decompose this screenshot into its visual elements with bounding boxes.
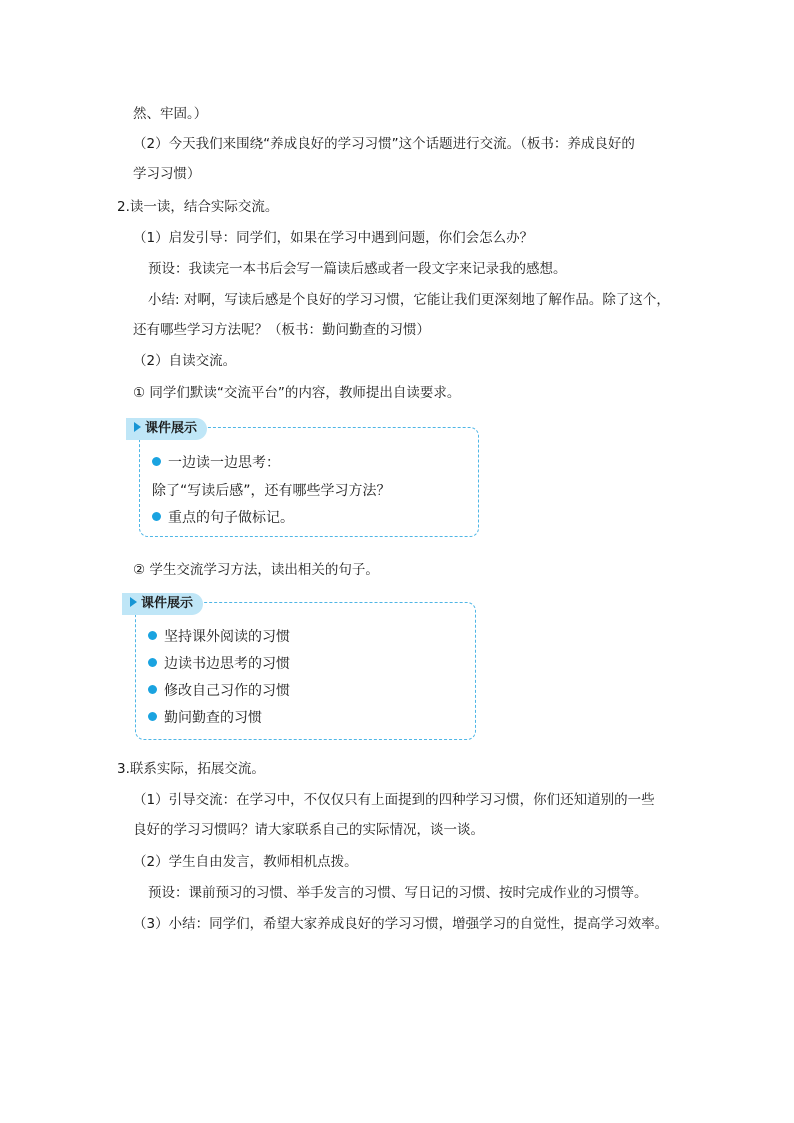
box2-item-text: 坚持课外阅读的习惯 xyxy=(164,629,290,645)
text-line: 预设：我读完一本书后会写一篇读后感或者一段文字来记录我的感想。 xyxy=(148,261,567,277)
bullet-dot-icon xyxy=(152,457,161,466)
text-line: 小结: 对啊，写读后感是个良好的学习习惯，它能让我们更深刻地了解作品。除了这个， xyxy=(148,292,670,308)
box1-item-text: 一边读一边思考： xyxy=(168,455,280,471)
bullet-dot-icon xyxy=(152,512,161,521)
text-line: 预设：课前预习的习惯、举手发言的习惯、写日记的习惯、按时完成作业的习惯等。 xyxy=(148,885,648,901)
box2-item-text: 修改自己习作的习惯 xyxy=(164,683,290,699)
courseware-tag-1 xyxy=(126,418,207,440)
box1-item xyxy=(152,508,294,528)
tag-label: 课件展示 xyxy=(141,596,194,611)
box1-item xyxy=(152,453,280,473)
box1-item xyxy=(152,481,391,501)
text-line: ① 同学们默读“交流平台”的内容，教师提出自读要求。 xyxy=(133,385,461,401)
text-line: （1）引导交流：在学习中，不仅仅只有上面提到的四种学习习惯，你们还知道别的一些 xyxy=(133,792,655,808)
box2-item xyxy=(148,708,262,728)
text-line: ② 学生交流学习方法，读出相关的句子。 xyxy=(133,562,379,578)
section-heading-3: 3.联系实际，拓展交流。 xyxy=(117,761,265,777)
text-line: 还有哪些学习方法呢？（板书：勤问勤查的习惯） xyxy=(133,322,430,338)
box1-item-text: 重点的句子做标记。 xyxy=(168,510,294,526)
text-line: （2）自读交流。 xyxy=(133,353,237,369)
bullet-dot-icon xyxy=(148,712,157,721)
text-line: 良好的学习习惯吗？请大家联系自己的实际情况，谈一谈。 xyxy=(133,822,484,838)
tag-label: 课件展示 xyxy=(145,421,198,436)
section-heading-2: 2.读一读，结合实际交流。 xyxy=(117,199,279,215)
courseware-tag-2 xyxy=(122,593,203,615)
bullet-dot-icon xyxy=(148,658,157,667)
text-line: 学习习惯） xyxy=(133,166,201,182)
box2-item xyxy=(148,627,290,647)
bullet-dot-icon xyxy=(148,685,157,694)
text-line: 然、牢固。） xyxy=(133,106,208,122)
box2-item xyxy=(148,654,290,674)
box2-item-text: 边读书边思考的习惯 xyxy=(164,656,290,672)
text-line: （2）学生自由发言，教师相机点拨。 xyxy=(133,854,358,870)
text-line: （3）小结：同学们，希望大家养成良好的学习习惯，增强学习的自觉性，提高学习效率。 xyxy=(133,916,669,932)
bullet-dot-icon xyxy=(148,631,157,640)
play-triangle-icon xyxy=(130,597,137,607)
box2-item-text: 勤问勤查的习惯 xyxy=(164,710,262,726)
box1-item-text: 除了“写读后感”，还有哪些学习方法？ xyxy=(152,483,391,499)
box2-item xyxy=(148,681,290,701)
text-line: （1）启发引导：同学们，如果在学习中遇到问题，你们会怎么办？ xyxy=(133,230,534,246)
text-line: （2）今天我们来围绕“养成良好的学习习惯”这个话题进行交流。（板书：养成良好的 xyxy=(133,136,635,152)
play-triangle-icon xyxy=(134,422,141,432)
